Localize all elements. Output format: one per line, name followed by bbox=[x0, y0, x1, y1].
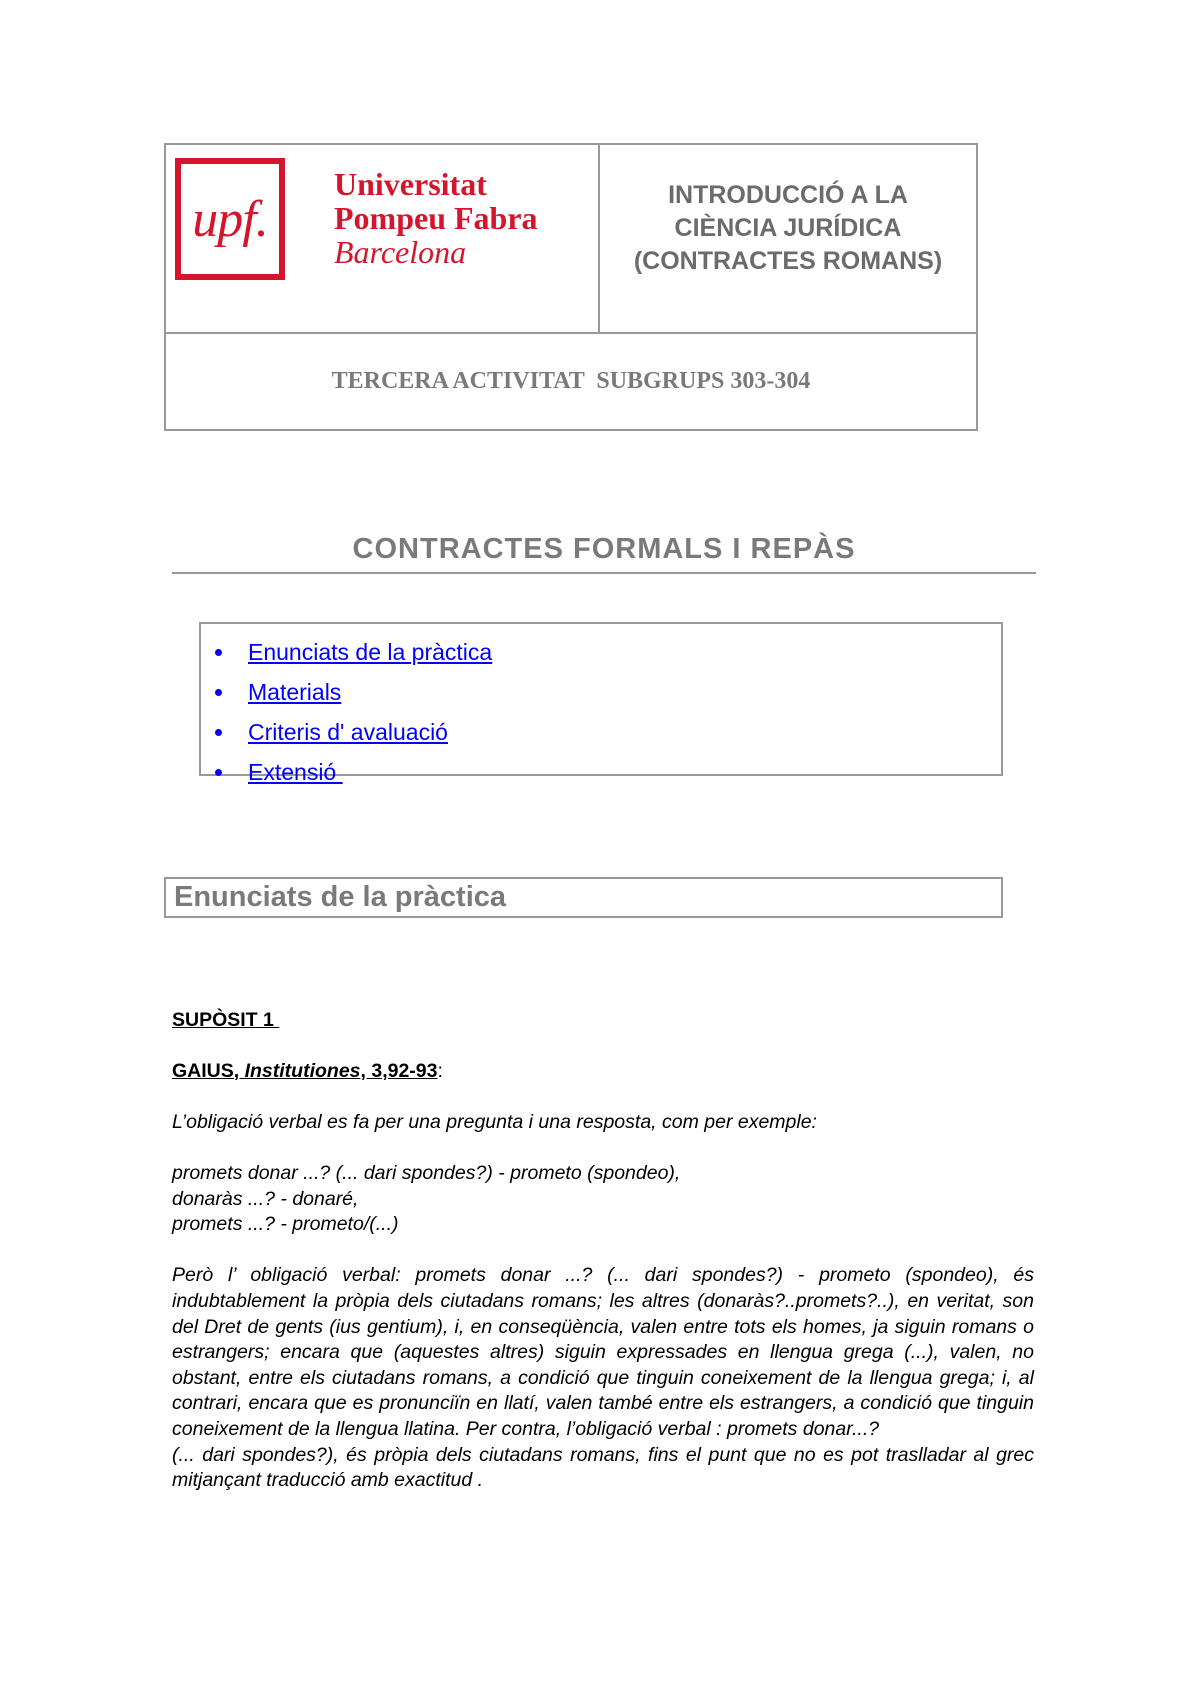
gaius-work: Institutiones bbox=[244, 1059, 361, 1082]
toc-item bbox=[209, 632, 1001, 672]
supposit-title: SUPÒSIT 1 bbox=[172, 1009, 280, 1031]
logo-line-1: Universitat bbox=[334, 166, 487, 202]
intro-text: L’obligació verbal es fa per una pregunta i una resposta, com per exemple: bbox=[172, 1110, 817, 1133]
example-line: promets donar ...? (... dari spondes?) - prometo (spondeo), bbox=[172, 1161, 681, 1184]
bullet-icon bbox=[215, 689, 222, 696]
toc-link-extensio[interactable]: Extensió bbox=[248, 758, 343, 785]
logo-line-2: Pompeu Fabra bbox=[334, 200, 538, 236]
section-header bbox=[164, 877, 1003, 918]
activity-cell bbox=[166, 334, 976, 429]
bullet-icon bbox=[215, 649, 222, 656]
logo-text bbox=[334, 167, 538, 269]
body-paragraph: Però l’ obligació verbal: promets donar ...? (... dari spondes?) - prometo (spondeo), és indubtablement la pròpia dels ciutadans romans; les altres (donaràs?..promets?..), en veritat, son del Dret de gents (ius gentium), i, en conseqüència, valen entre tots els homes, ja siguin romans o estrangers; encara que (aquestes altres) siguin expressades en llengua grega (...), valen, no obstant, entre els ciutadans romans, a condició que tinguin coneixement de la llengua grega; i, al contrari, encara que es pronunciïn en llatí, valen també entre els estrangers, a condició que tinguin coneixement de la llengua llatina. Per contra, l’obligació verbal : promets donar...? bbox=[172, 1264, 1034, 1440]
course-title bbox=[634, 179, 942, 278]
course-line: CIÈNCIA JURÍDICA bbox=[674, 214, 902, 242]
main-title: CONTRACTES FORMALS I REPÀS bbox=[352, 533, 856, 565]
toc-list bbox=[209, 632, 1001, 792]
title-divider bbox=[172, 572, 1036, 574]
table-of-contents bbox=[199, 622, 1003, 785]
toc-link-criteris[interactable]: Criteris d' avaluació bbox=[248, 718, 448, 745]
document-content bbox=[172, 1008, 1034, 1494]
course-line: (CONTRACTES ROMANS) bbox=[633, 247, 943, 275]
logo-mark: upf. bbox=[192, 190, 268, 248]
toc-item bbox=[209, 672, 1001, 712]
logo-line-3: Barcelona bbox=[334, 234, 467, 270]
gaius-ref: , 3,92-93 bbox=[360, 1059, 438, 1082]
example-line: promets ...? - prometo/(...) bbox=[172, 1213, 399, 1236]
activity-title: TERCERA ACTIVITAT SUBGRUPS 303-304 bbox=[331, 368, 811, 394]
toc-item bbox=[209, 752, 1001, 792]
gaius-citation bbox=[172, 1059, 1034, 1085]
logo-cell bbox=[166, 145, 600, 334]
body-paragraph-continued: (... dari spondes?), és pròpia dels ciutadans romans, fins el punt que no es pot traslladar al grec mitjançant traducció amb exactitud . bbox=[172, 1443, 1034, 1492]
section-title: Enunciats de la pràctica bbox=[174, 881, 507, 913]
toc-link-enunciats[interactable]: Enunciats de la pràctica bbox=[248, 638, 493, 665]
example-line: donaràs ...? - donaré, bbox=[172, 1187, 359, 1210]
gaius-colon: : bbox=[437, 1059, 443, 1082]
gaius-author: GAIUS, bbox=[172, 1059, 245, 1082]
header-table bbox=[164, 143, 978, 431]
bullet-icon bbox=[215, 729, 222, 736]
bullet-icon bbox=[215, 769, 222, 776]
course-line: INTRODUCCIÓ A LA bbox=[668, 181, 908, 209]
toc-link-materials[interactable]: Materials bbox=[248, 678, 342, 705]
upf-logo bbox=[175, 158, 285, 280]
course-cell bbox=[600, 145, 976, 334]
toc-item bbox=[209, 712, 1001, 752]
